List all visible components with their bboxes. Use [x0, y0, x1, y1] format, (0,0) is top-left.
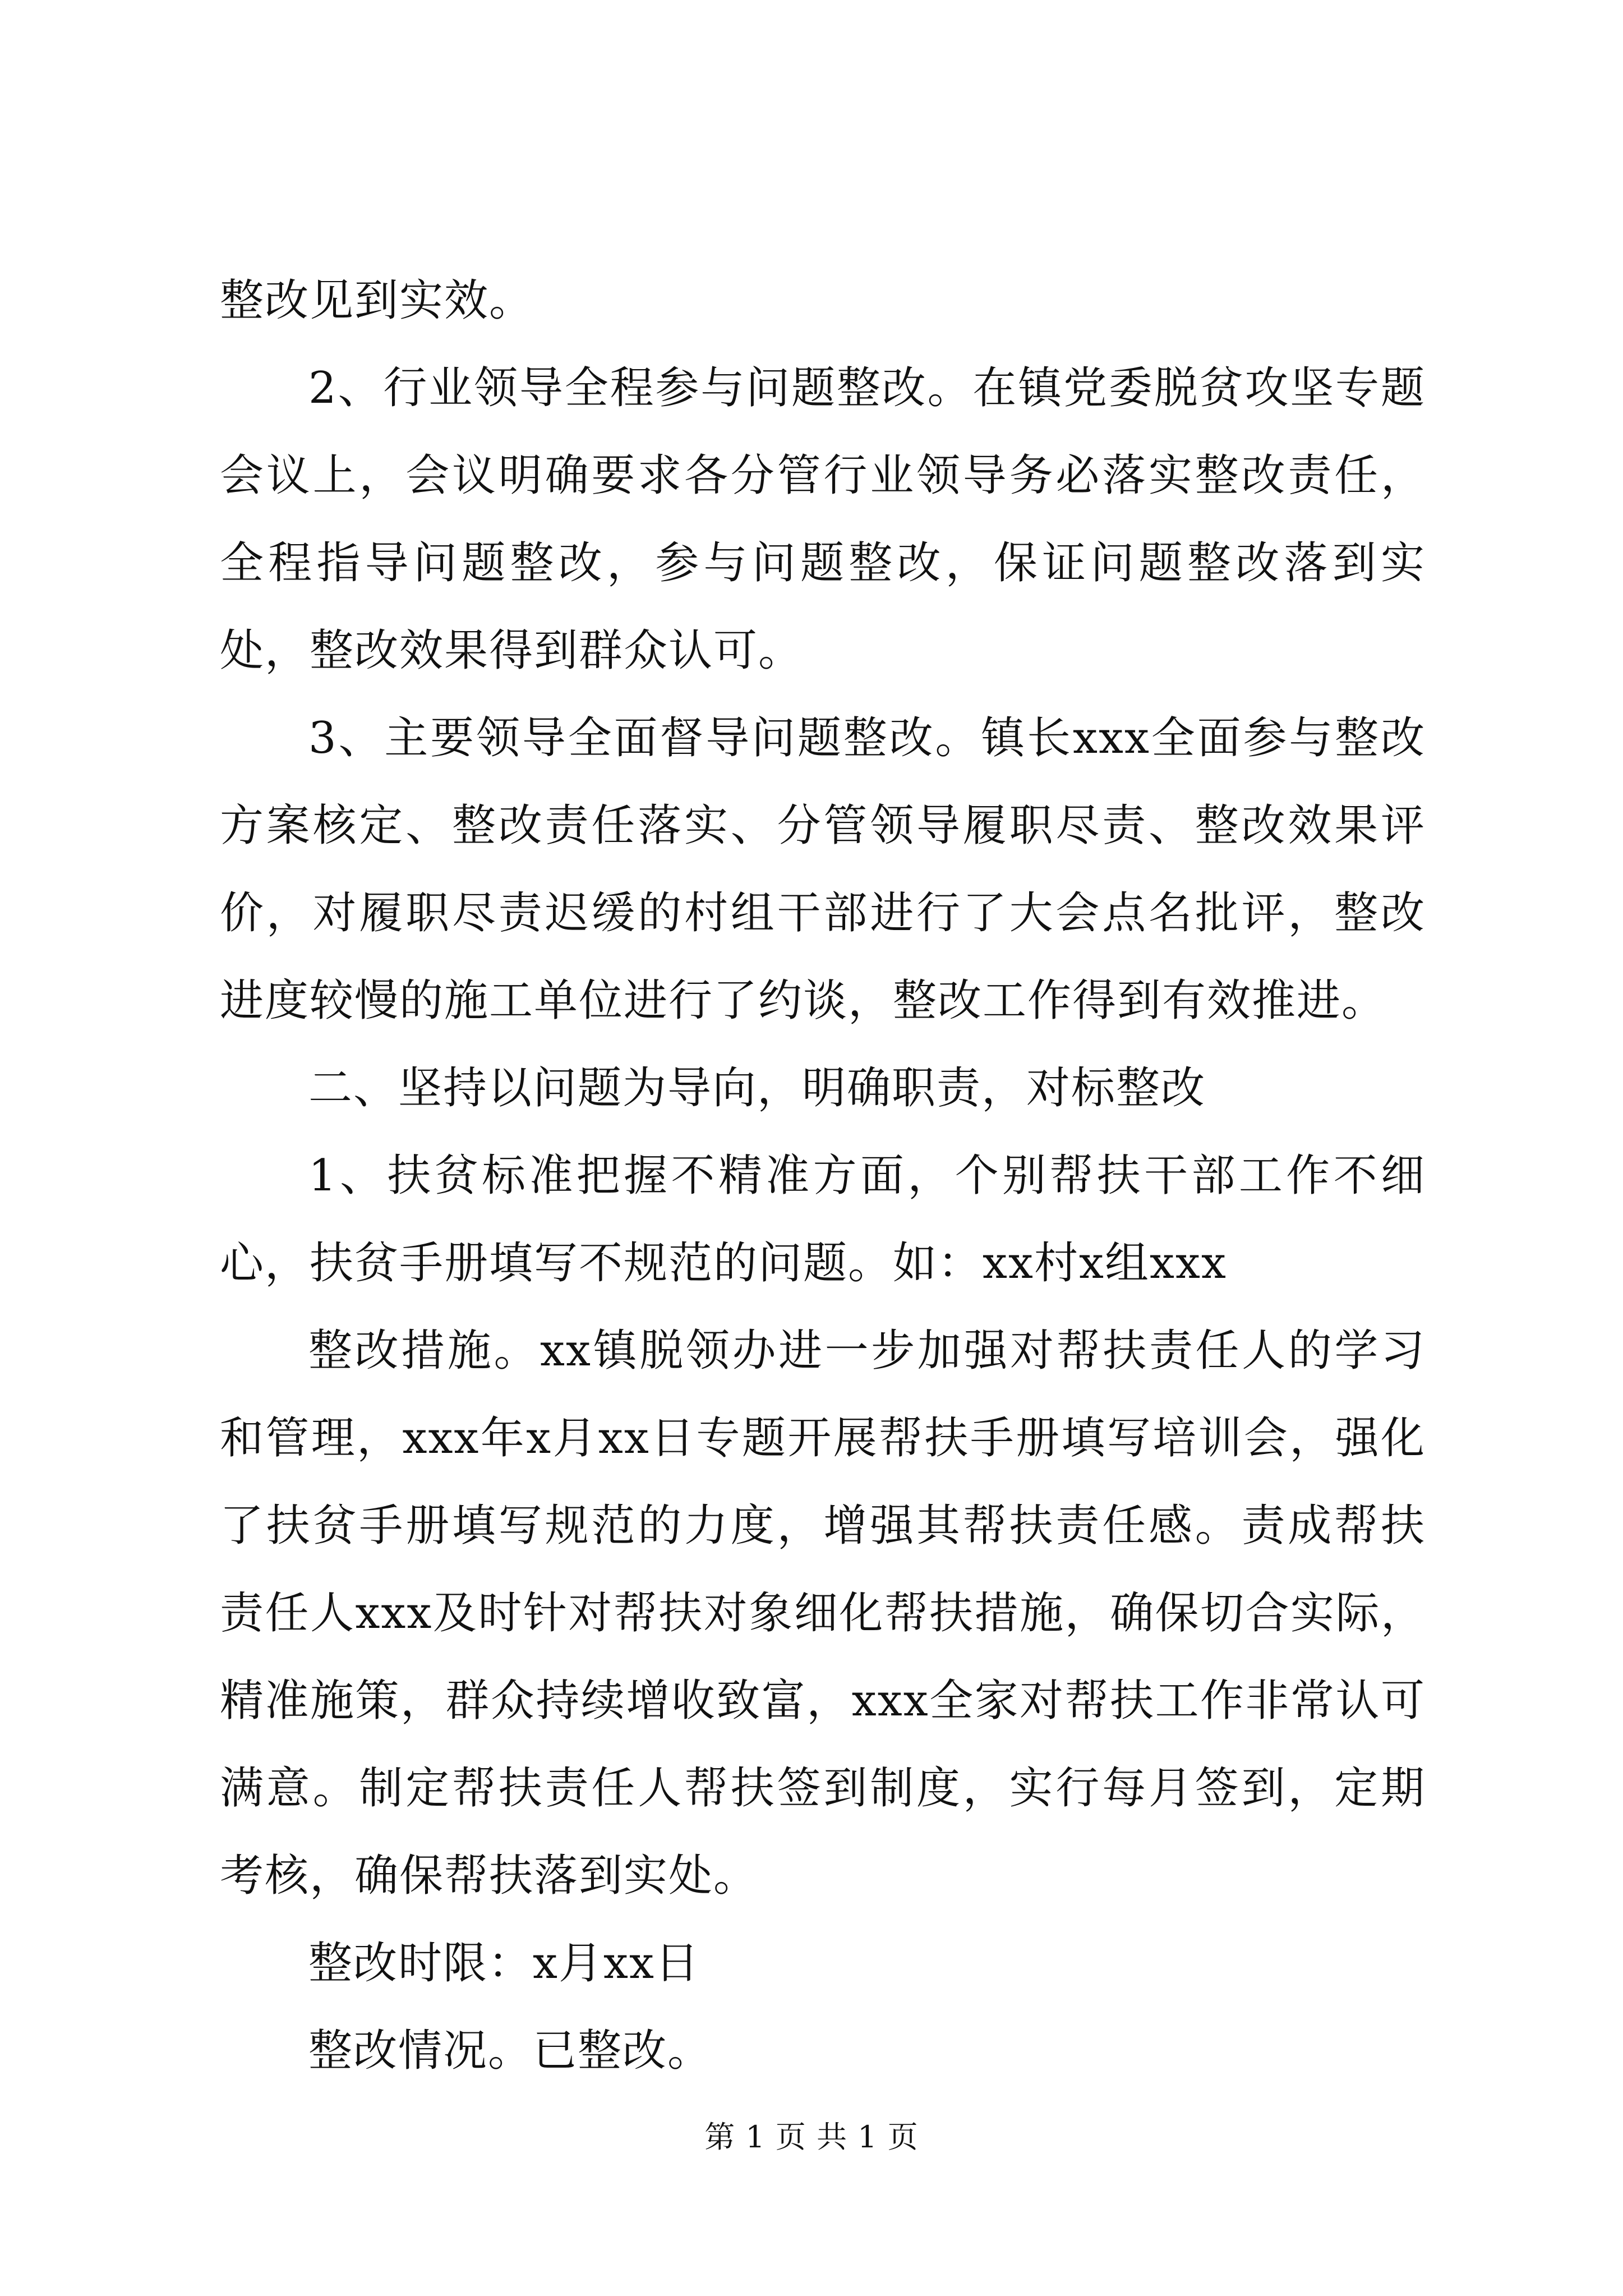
paragraph-rectification-status: 整改情况。已整改。 [308, 2026, 713, 2076]
paragraph-main-leaders: 3、主要领导全面督导问题整改。镇长xxx全面参与整改方案核定、整改责任落实、分管领导履职尽责、整改效果评价，对履职尽责迟缓的村组干部进行了大会点名批评，整改进度较慢的施工单位进行了约谈，整改工作得到有效推进。 [220, 713, 1426, 1026]
paragraph-industry-leaders: 2、行业领导全程参与问题整改。在镇党委脱贫攻坚专题会议上，会议明确要求各分管行业领导务必落实整改责任，全程指导问题整改，参与问题整改，保证问题整改落到实处，整改效果得到群众认可。 [220, 363, 1426, 676]
paragraph-rectification-deadline: 整改时限：x月xx日 [308, 1938, 700, 1989]
document-body [220, 257, 1426, 2095]
section-heading-problem-oriented: 二、坚持以问题为导向，明确职责，对标整改 [308, 1063, 1206, 1114]
paragraph-rectification-measures: 整改措施。xx镇脱领办进一步加强对帮扶责任人的学习和管理，xxx年x月xx日专题开展帮扶手册填写培训会，强化了扶贫手册填写规范的力度，增强其帮扶责任感。责成帮扶责任人xxx及时针对帮扶对象细化帮扶措施，确保切合实际，精准施策，群众持续增收致富，xxx全家对帮扶工作非常认可满意。制定帮扶责任人帮扶签到制度，实行每月签到，定期考核，确保帮扶落到实处。 [220, 1326, 1426, 1901]
paragraph-continuation: 整改见到实效。 [220, 275, 534, 326]
paragraph-poverty-standards: 1、扶贫标准把握不精准方面，个别帮扶干部工作不细心，扶贫手册填写不规范的问题。如：xx村x组xxx [220, 1151, 1426, 1289]
page-footer: 第 1 页 共 1 页 [704, 2119, 919, 2155]
